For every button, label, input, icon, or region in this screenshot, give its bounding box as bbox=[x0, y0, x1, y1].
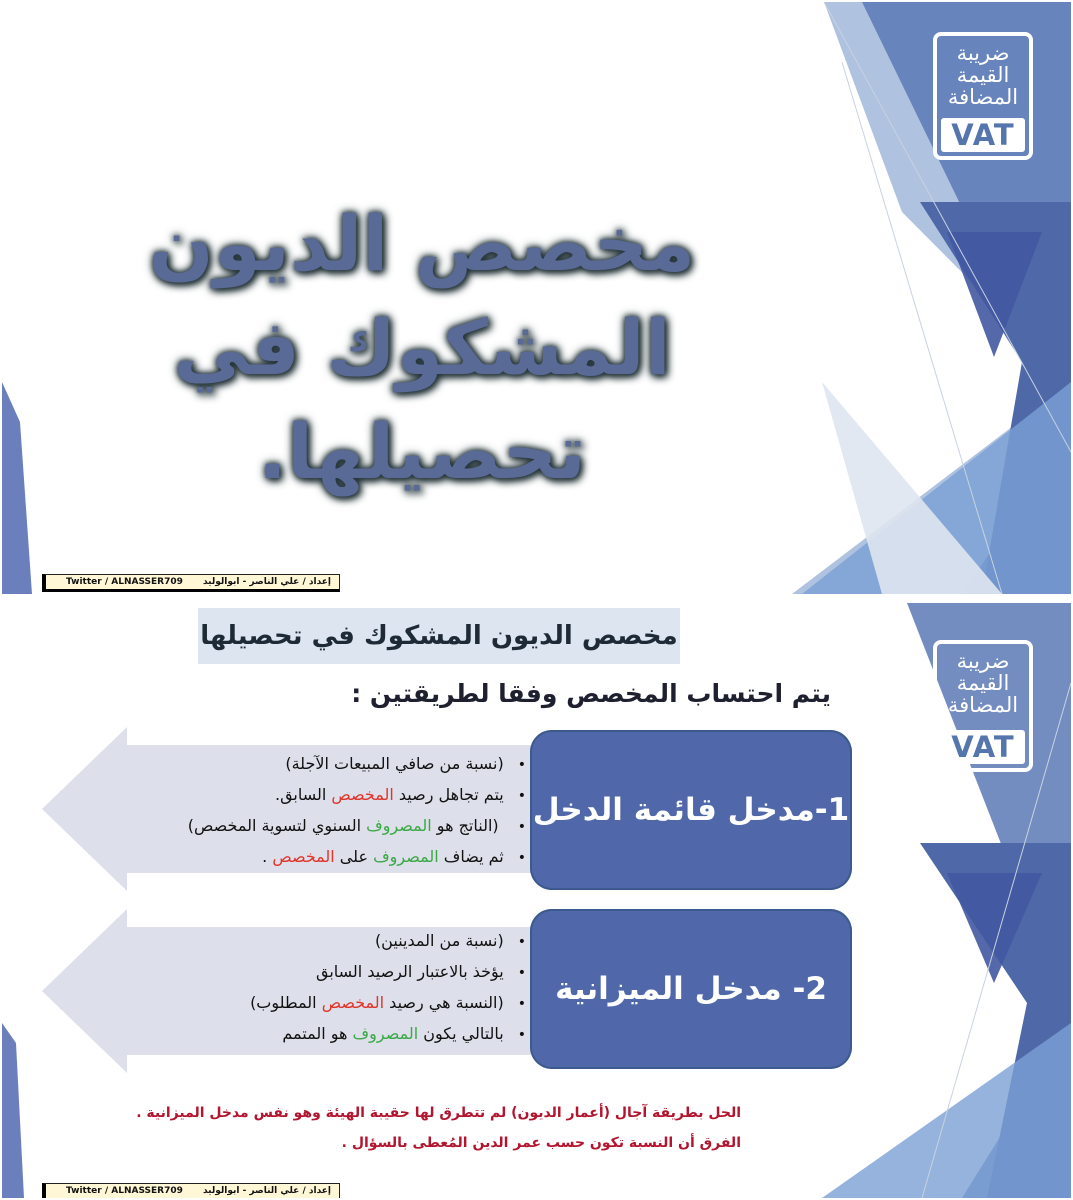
method-2-box: 2- مدخل الميزانية bbox=[530, 909, 852, 1069]
bullet-part: بالتالي يكون bbox=[418, 1024, 504, 1043]
logo-text-line2: القيمة bbox=[956, 63, 1010, 87]
bullet-item bbox=[250, 926, 526, 957]
bullet-part: (الناتج هو bbox=[431, 816, 504, 835]
bullet-part: يؤخذ بالاعتبار الرصيد السابق bbox=[315, 962, 504, 981]
bullet-item bbox=[250, 957, 526, 988]
note-line-2: الفرق أن النسبة تكون حسب عمر الدين المُعطى بالسؤال . bbox=[341, 1135, 741, 1151]
bullet-part: السابق. bbox=[274, 785, 332, 804]
logo-text-line1: ضريبة bbox=[956, 649, 1010, 673]
logo-text-line1: ضريبة bbox=[956, 41, 1010, 65]
logo-text-line2: القيمة bbox=[956, 671, 1010, 695]
note-line-1: الحل بطريقة آجال (أعمار الديون) لم تتطرق لها حقيبة الهيئة وهو نفس مدخل الميزانية . bbox=[136, 1105, 741, 1121]
bullet-item bbox=[188, 842, 526, 873]
bullet-item bbox=[250, 988, 526, 1019]
bullet-part-highlight: المخصص bbox=[321, 993, 385, 1012]
bullet-part-highlight: المصروف bbox=[373, 847, 439, 866]
logo-badge: VAT bbox=[941, 118, 1025, 152]
method-1-bullets bbox=[188, 749, 526, 873]
title-line-2: المشكوك في تحصيلها. bbox=[173, 303, 671, 496]
footer-author: إعداد / علي الناصر - ابوالوليد bbox=[202, 577, 331, 587]
bullet-part: على bbox=[334, 847, 374, 866]
bullet-part: ثم يضاف bbox=[438, 847, 504, 866]
bullet-part-highlight: المخصص bbox=[331, 785, 394, 804]
footer-author: إعداد / علي الناصر - ابوالوليد bbox=[202, 1186, 331, 1196]
bullet-part: المطلوب) bbox=[250, 993, 322, 1012]
bullet-part: السنوي لتسوية المخصص) bbox=[187, 816, 367, 835]
bullet-part-highlight: المصروف bbox=[352, 1024, 419, 1043]
slide-subheading: يتم احتساب المخصص وفقا لطريقتين : bbox=[351, 679, 831, 708]
bullet-part: (نسبة من المدينين) bbox=[374, 931, 504, 950]
bullet-part: هو المتمم bbox=[282, 1024, 353, 1043]
bullet-item bbox=[188, 811, 526, 842]
slide-heading: مخصص الديون المشكوك في تحصيلها bbox=[198, 608, 680, 664]
slide-title bbox=[2, 2, 1071, 594]
method-1-box: 1-مدخل قائمة الدخل bbox=[530, 730, 852, 890]
vat-logo bbox=[933, 640, 1033, 772]
logo-badge: VAT bbox=[941, 730, 1025, 764]
footer-twitter: Twitter / ALNASSER709 bbox=[66, 577, 183, 587]
bullet-part: . bbox=[262, 847, 273, 866]
vat-logo bbox=[933, 32, 1033, 160]
footer-credit bbox=[42, 1183, 340, 1198]
logo-text-line3: المضافة bbox=[947, 85, 1019, 109]
bullet-part: (نسبة من صافي المبيعات الآجلة) bbox=[285, 754, 504, 773]
bullet-item bbox=[188, 780, 526, 811]
title-line-1: مخصص الديون bbox=[148, 199, 696, 288]
bullet-part: (النسبة هي رصيد bbox=[384, 993, 504, 1012]
logo-text-line3: المضافة bbox=[947, 693, 1019, 717]
method-2-bullets bbox=[250, 926, 526, 1050]
slide-content bbox=[2, 603, 1071, 1198]
bullet-part-highlight: المصروف bbox=[366, 816, 432, 835]
bullet-part: يتم تجاهل رصيد bbox=[393, 785, 504, 804]
bullet-item bbox=[250, 1019, 526, 1050]
slide-title-text bbox=[32, 192, 812, 504]
footer-credit bbox=[42, 574, 340, 592]
bullet-item bbox=[188, 749, 526, 780]
footer-twitter: Twitter / ALNASSER709 bbox=[66, 1186, 183, 1196]
bullet-part-highlight: المخصص bbox=[272, 847, 335, 866]
